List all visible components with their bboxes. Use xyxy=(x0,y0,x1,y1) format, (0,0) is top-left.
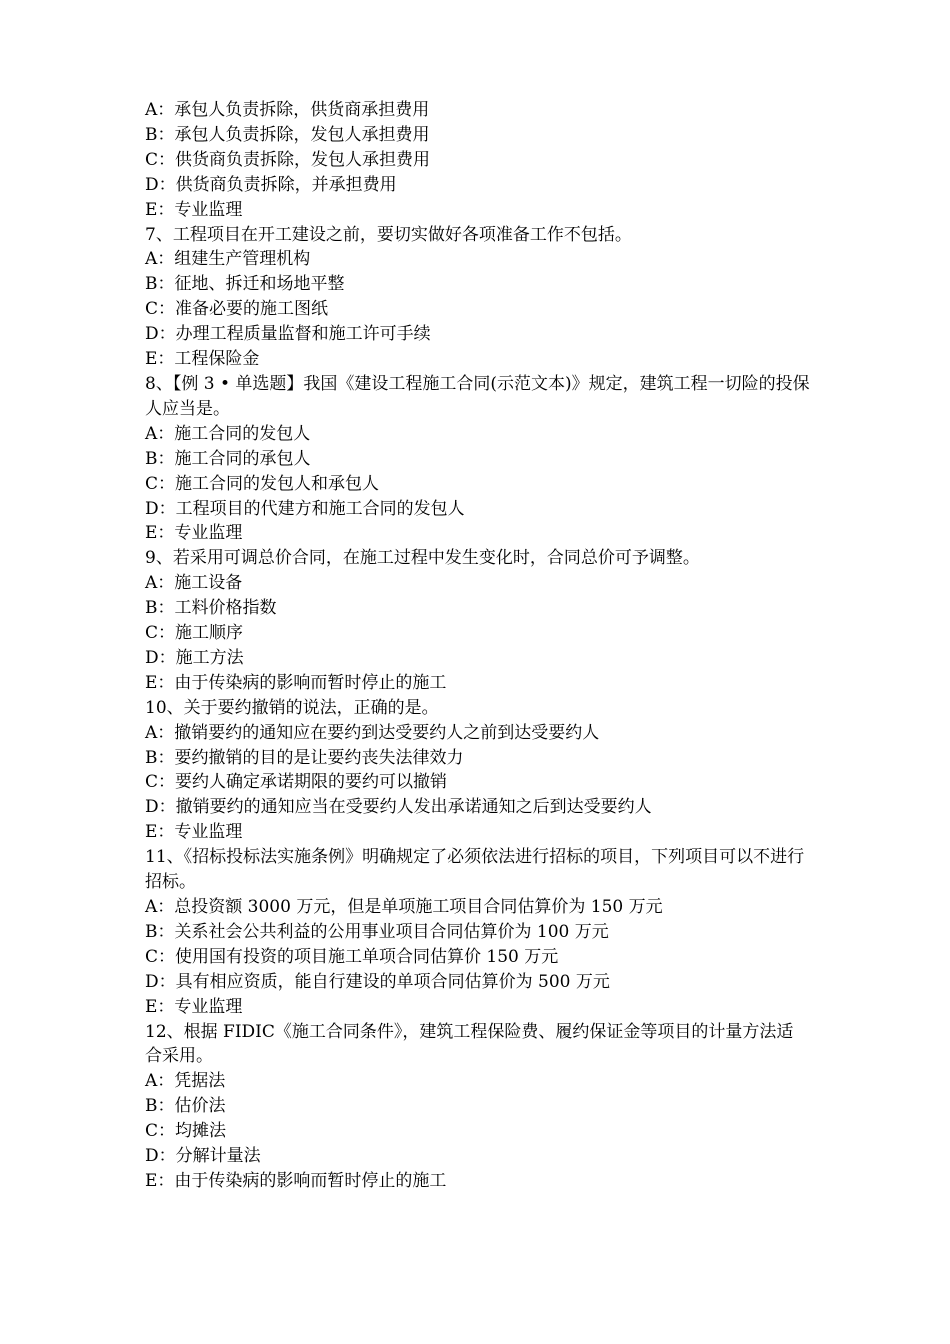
option-d: D：施工方法 xyxy=(145,647,244,668)
option-b: B：征地、拆迁和场地平整 xyxy=(145,274,345,295)
option-c: C：供货商负责拆除，发包人承担费用 xyxy=(145,149,431,170)
question-11 xyxy=(145,845,810,1019)
question-stem: 7、工程项目在开工建设之前，要切实做好各项准备工作不包括。 xyxy=(145,224,632,245)
option-c: C：准备必要的施工图纸 xyxy=(145,299,329,320)
option-e: E：由于传染病的影响而暂时停止的施工 xyxy=(145,1170,447,1191)
question-12 xyxy=(145,1020,810,1194)
option-a: A：撤销要约的通知应在要约到达受要约人之前到达受要约人 xyxy=(145,722,600,743)
question-stem: 11、《招标投标法实施条例》明确规定了必须依法进行招标的项目，下列项目可以不进行招标。 xyxy=(145,847,805,893)
option-c: C：施工顺序 xyxy=(145,623,244,644)
question-stem: 9、若采用可调总价合同，在施工过程中发生变化时，合同总价可予调整。 xyxy=(145,548,700,569)
option-c: C：均摊法 xyxy=(145,1121,227,1142)
option-d: D：办理工程质量监督和施工许可手续 xyxy=(145,324,431,345)
question-9 xyxy=(145,546,810,695)
question-8 xyxy=(145,372,810,546)
option-e: E：专业监理 xyxy=(145,523,243,544)
question-6-options-block xyxy=(145,98,810,223)
question-stem: 8、【例 3 • 单选题】我国《建设工程施工合同(示范文本)》规定，建筑工程一切险的投保人应当是。 xyxy=(145,373,810,419)
option-e: E：专业监理 xyxy=(145,199,243,220)
option-e: E：专业监理 xyxy=(145,822,243,843)
option-b: B：工料价格指数 xyxy=(145,598,277,619)
question-stem: 10、关于要约撤销的说法，正确的是。 xyxy=(145,697,439,718)
option-a: A：施工合同的发包人 xyxy=(145,423,311,444)
option-e: E：工程保险金 xyxy=(145,349,260,370)
option-d: D：撤销要约的通知应当在受要约人发出承诺通知之后到达受要约人 xyxy=(145,797,652,818)
option-b: B：关系社会公共利益的公用事业项目合同估算价为 100 万元 xyxy=(145,921,609,942)
option-b: B：承包人负责拆除，发包人承担费用 xyxy=(145,124,430,145)
option-b: B：估价法 xyxy=(145,1096,226,1117)
option-d: D：分解计量法 xyxy=(145,1146,261,1167)
document-page xyxy=(145,98,810,1194)
option-c: C：要约人确定承诺期限的要约可以撤销 xyxy=(145,772,448,793)
option-c: C：施工合同的发包人和承包人 xyxy=(145,473,380,494)
option-a: A：承包人负责拆除，供货商承担费用 xyxy=(145,100,430,120)
option-e: E：专业监理 xyxy=(145,996,243,1017)
option-b: B：施工合同的承包人 xyxy=(145,448,311,469)
option-b: B：要约撤销的目的是让要约丧失法律效力 xyxy=(145,747,464,768)
question-7 xyxy=(145,223,810,372)
option-a: A：凭据法 xyxy=(145,1071,226,1092)
option-a: A：组建生产管理机构 xyxy=(145,249,311,270)
question-10 xyxy=(145,696,810,845)
option-a: A：总投资额 3000 万元，但是单项施工项目合同估算价为 150 万元 xyxy=(145,897,663,917)
option-d: D：供货商负责拆除，并承担费用 xyxy=(145,174,397,195)
option-c: C：使用国有投资的项目施工单项合同估算价 150 万元 xyxy=(145,946,559,967)
option-d: D：工程项目的代建方和施工合同的发包人 xyxy=(145,498,465,519)
question-stem: 12、根据 FIDIC《施工合同条件》，建筑工程保险费、履约保证金等项目的计量方法适合采用。 xyxy=(145,1021,794,1067)
option-d: D：具有相应资质，能自行建设的单项合同估算价为 500 万元 xyxy=(145,971,610,992)
option-e: E：由于传染病的影响而暂时停止的施工 xyxy=(145,672,447,693)
option-a: A：施工设备 xyxy=(145,573,243,594)
